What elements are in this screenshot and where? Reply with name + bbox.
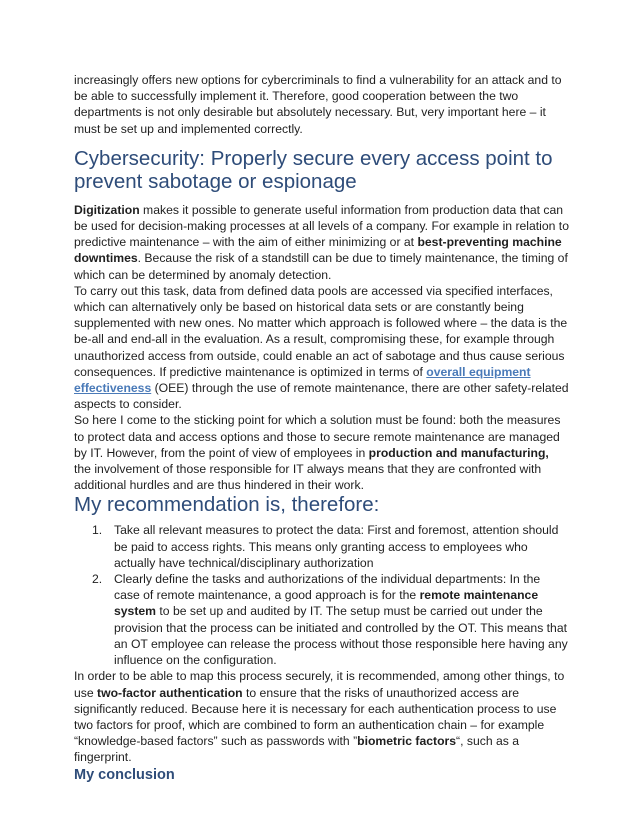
- list-item-text-2: to be set up and audited by IT. The setup must be carried out under the provision that the process can be initiated and controlled by the OT. This means that an OT employee can release the process without those responsible here having any influence on the configuration.: [114, 604, 568, 668]
- remote-maintenance-term: remote maintenance system: [114, 588, 539, 619]
- recommendation-heading: My recommendation is, therefore:: [74, 493, 380, 517]
- conclusion-heading: My conclusion: [74, 766, 175, 783]
- document-page: [74, 72, 569, 784]
- list-item-text: Take all relevant measures to protect the data: First and foremost, attention should be paid to access rights. This means only granting access to employees who actually have technical/disciplinary authorization: [114, 523, 559, 570]
- digitization-paragraph: [74, 202, 569, 283]
- digitization-term: Digitization: [74, 202, 140, 217]
- list-item-text-1: Clearly define the tasks and authorizations of the individual departments: In the case of remote maintenance, a good approach is for the: [114, 572, 541, 603]
- digitization-text-1: makes it possible to generate useful information from production data that can be used for decision-making processes at all levels of a company. For example in relation to predictive maintenance – with the aim of either minimizing or at: [74, 202, 569, 250]
- recommendation-list: [74, 522, 569, 668]
- intro-paragraph: increasingly offers new options for cybercriminals to find a vulnerability for an attack and to be able to successfully implement it. Therefore, good cooperation between the two departments is not only desirable but absolutely necessary. But, very important here – it must be set up and implemented correctly.: [74, 73, 562, 136]
- cybersecurity-heading: Cybersecurity: Properly secure every access point to prevent sabotage or espionage: [74, 146, 553, 194]
- sticking-point-text-1: So here I come to the sticking point for which a solution must be found: both the measures to protect data and access options and those to secure remote maintenance are managed by IT. However, from the point of view of employees in: [74, 413, 561, 460]
- list-item: [92, 522, 569, 571]
- data-pools-paragraph: [74, 283, 569, 413]
- data-pools-text-1: To carry out this task, data from defined data pools are accessed via specified interfaces, which can alternatively only be based on historical data sets or are constantly being supplemented with new ones. No matter which approach is followed where – the data is the be-all and end-all in the evaluation. As a result, compromising these, for example through unauthorized access from outside, could enable an act of sabotage and thus cause serious consequences. If predictive maintenance is optimized in terms of: [74, 283, 568, 379]
- list-number: 2.: [92, 572, 103, 587]
- two-factor-paragraph: [74, 668, 569, 765]
- two-factor-text-1: In order to be able to map this process securely, it is recommended, among other things, to use: [74, 669, 565, 700]
- two-factor-term: two-factor authentication: [97, 685, 243, 700]
- two-factor-text-3: “, such as a fingerprint.: [74, 734, 520, 765]
- best-preventing-term: best-preventing machine downtimes: [74, 235, 562, 266]
- sticking-point-paragraph: [74, 412, 569, 493]
- data-pools-text-2: (OEE) through the use of remote maintenance, there are other safety-related aspects to consider.: [74, 381, 569, 412]
- biometric-term: biometric factors: [357, 734, 457, 749]
- oee-link[interactable]: overall equipment effectiveness: [74, 364, 531, 396]
- list-item: [92, 571, 569, 668]
- sticking-point-text-2: the involvement of those responsible for IT always means that they are confronted with additional hurdles and are thus hindered in their work.: [74, 462, 542, 493]
- digitization-text-2: . Because the risk of a standstill can be due to timely maintenance, the timing of which can be determined by anomaly detection.: [74, 251, 568, 282]
- production-term: production and manufacturing,: [368, 445, 549, 460]
- list-number: 1.: [92, 523, 103, 538]
- two-factor-text-2: to ensure that the risks of unauthorized access are significantly reduced. Because here it is necessary for each authentication process to use two factors for proof, which are combined to form an authentication chain – for example “knowledge-based factors” such as passwords with ”: [74, 685, 557, 749]
